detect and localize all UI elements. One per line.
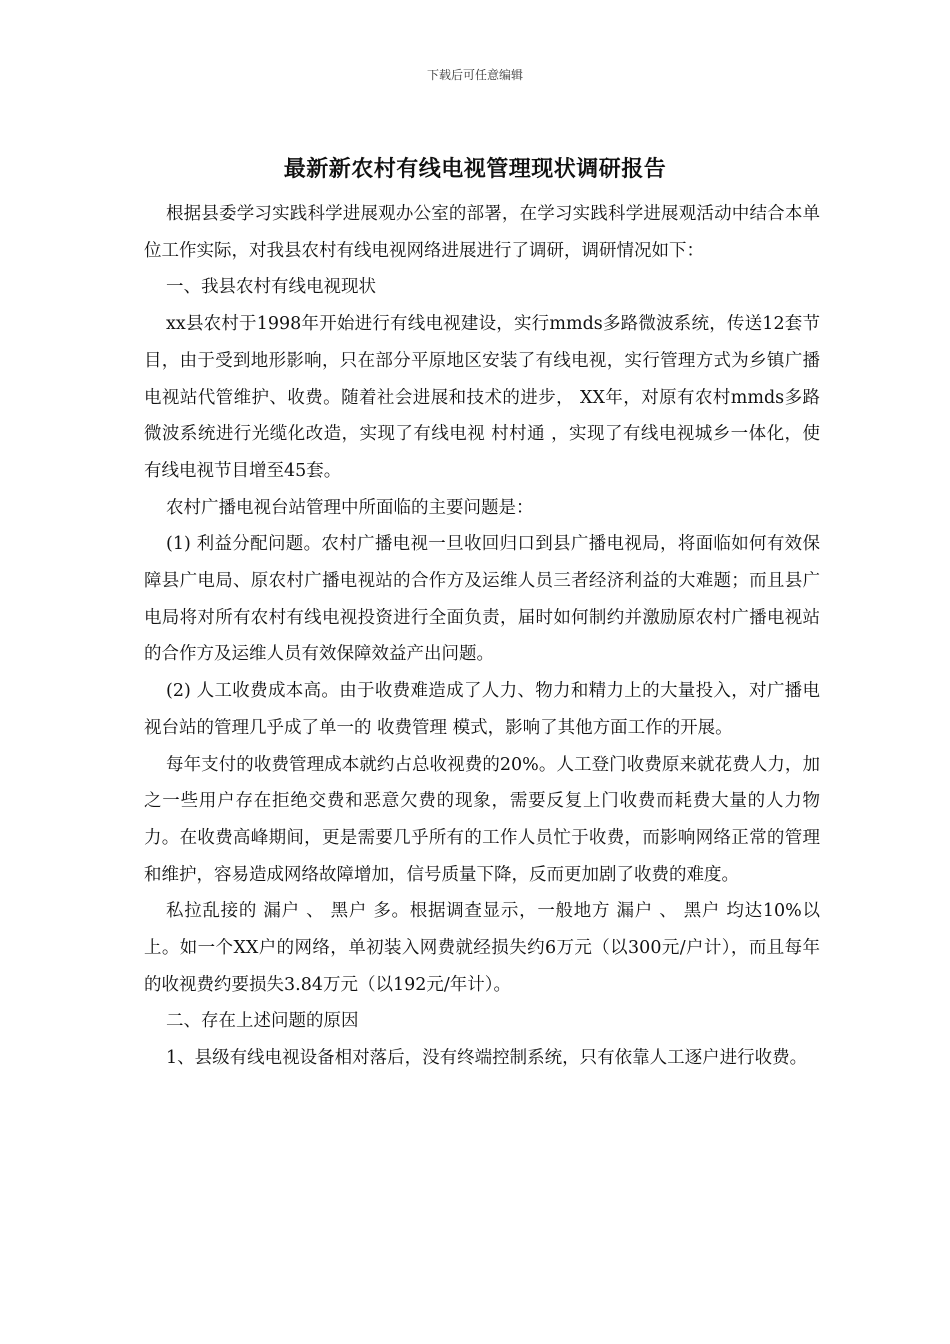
paragraph-illegal-connections: 私拉乱接的 漏户 、 黑户 多。根据调查显示，一般地方 漏户 、 黑户 均达10%以上。如一个XX户的网络，单初装入网费就经损失约6万元（以300元/户计），而且每年的收视费约要损失3.84万元（以192元/年计）。 [144,901,820,995]
header-note: 下载后可任意编辑 [426,68,523,82]
document-body [144,196,820,1077]
section-heading-1: 一、我县农村有线电视现状 [166,277,376,298]
section-heading-2: 二、存在上述问题的原因 [166,1011,359,1032]
paragraph-main-problems-intro: 农村广播电视台站管理中所面临的主要问题是： [166,497,534,518]
paragraph-intro: 根据县委学习实践科学进展观办公室的部署，在学习实践科学进展观活动中结合本单位工作实际，对我县农村有线电视网络进展进行了调研，调研情况如下： [144,204,820,261]
paragraph-problem-2: (2) 人工收费成本高。由于收费难造成了人力、物力和精力上的大量投入，对广播电视台站的管理几乎成了单一的 收费管理 模式，影响了其他方面工作的开展。 [144,681,820,738]
paragraph-current-status: xx县农村于1998年开始进行有线电视建设，实行mmds多路微波系统，传送12套节目，由于受到地形影响，只在部分平原地区安装了有线电视，实行管理方式为乡镇广播电视站代管维护、收费。随着社会进展和技术的进步， XX年，对原有农村mmds多路微波系统进行光缆化改造，实现了有线电视 村村通 ，实现了有线电视城乡一体化，使有线电视节目增至45套。 [144,314,820,481]
paragraph-problem-1: (1) 利益分配问题。农村广播电视一旦收回归口到县广播电视局，将面临如何有效保障县广电局、原农村广播电视站的合作方及运维人员三者经济利益的大难题；而且县广电局将对所有农村有线电视投资进行全面负责，届时如何制约并激励原农村广播电视站的合作方及运维人员有效保障效益产出问题。 [144,534,820,665]
paragraph-fee-cost: 每年支付的收费管理成本就约占总收视费的20%。人工登门收费原来就花费人力，加之一些用户存在拒绝交费和恶意欠费的现象，需要反复上门收费而耗费大量的人力物力。在收费高峰期间，更是需要几乎所有的工作人员忙于收费，而影响网络正常的管理和维护，容易造成网络故障增加，信号质量下降，反而更加剧了收费的难度。 [144,754,820,885]
document-title: 最新新农村有线电视管理现状调研报告 [283,156,667,182]
paragraph-cause-1: 1、县级有线电视设备相对落后，没有终端控制系统，只有依靠人工逐户进行收费。 [166,1048,808,1069]
